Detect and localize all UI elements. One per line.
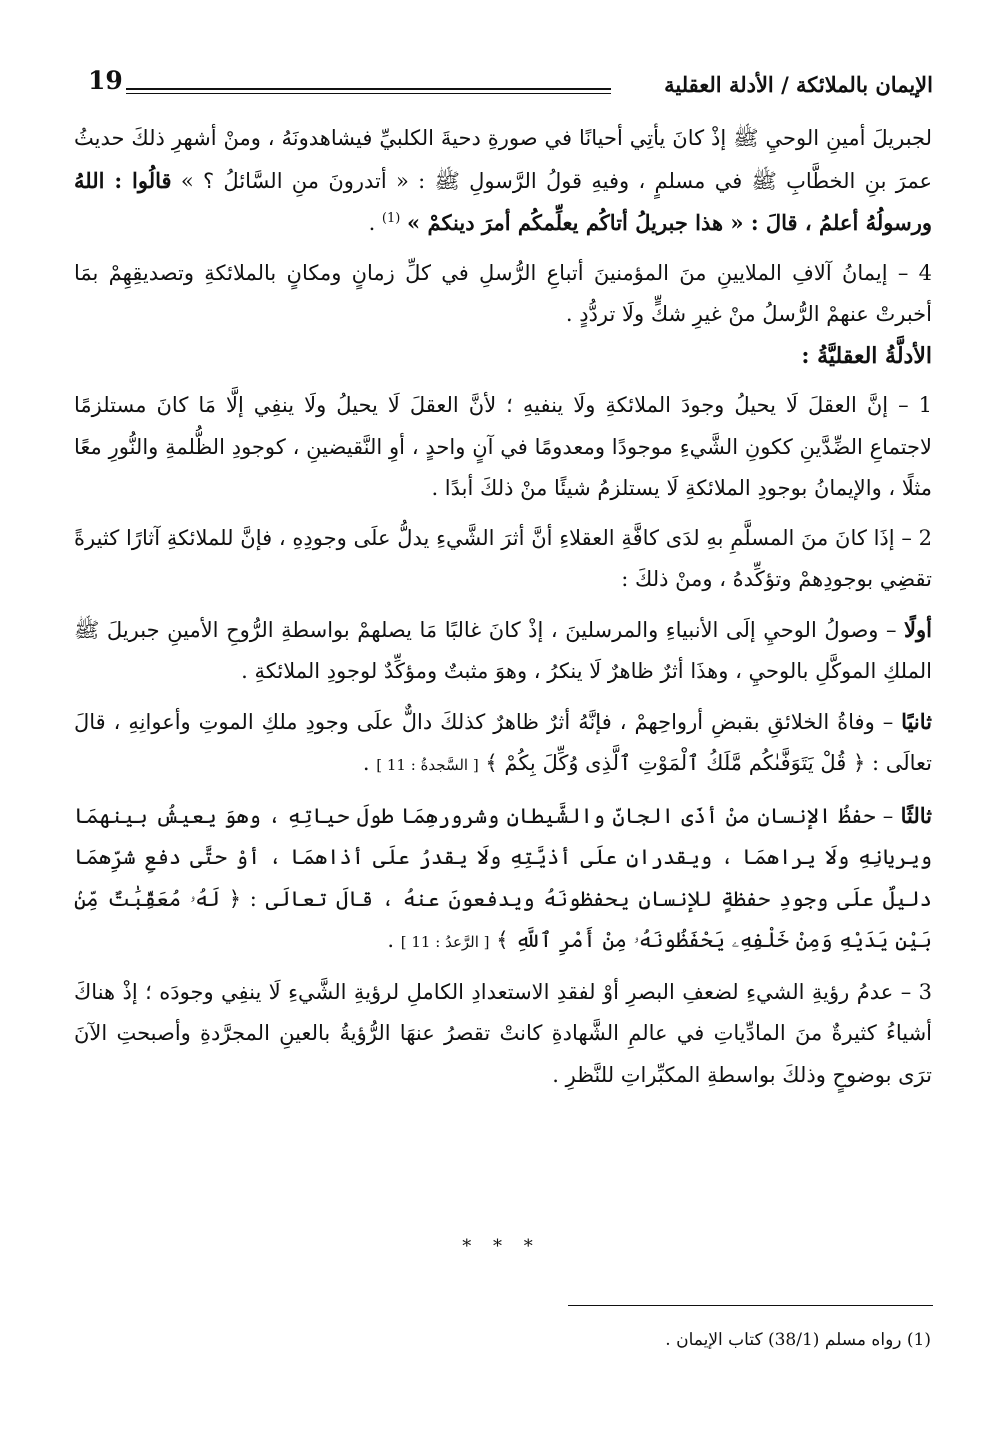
point-1: 1 – إنَّ العقلَ لَا يحيلُ وجودَ الملائكةِ ولَا ينفيهِ ؛ لأنَّ العقلَ لَا يحيلُ ولَا ينفِي إلَّا مَا كانَ مستلزمًا لاجتماعِ الضِّدَّينِ ككونِ الشَّيءِ موجودًا ومعدومًا في آنٍ واحدٍ ، أوِ النَّقيضينِ ، كوجودِ الظُّلمةِ والنُّورِ معًا مثلًا ، والإيمانُ بوجودِ الملائكةِ لَا يستلزمُ شيئًا منْ ذلكَ أبدًا . <box>74 393 932 500</box>
text-line: قالُوا : اللهُ ورسولُهُ أعلمُ ، قالَ : « هذا جبريلُ أتاكُم يعلِّمكُم أمرَ دينكمْ » <box>74 167 932 235</box>
footnote-rule <box>568 1305 933 1306</box>
text-end: . <box>368 211 382 235</box>
section-colon: : <box>801 342 818 369</box>
verse-reference: [ الرَّعدُ : 11 ] <box>400 933 490 951</box>
running-title: الإيمان بالملائكة / الأدلة العقلية <box>664 72 933 97</box>
item-label: أولًا <box>904 616 932 642</box>
item-text: – حفظُ الإنسانِ منْ أذَى الجانِّ والشَّيطانِ وشرورهِمَا طولَ حياتِهِ ، وهوَ يعيشُ بينهمَا ويريانِهِ ولَا يراهمَا ، ويقدرانِ علَى أذيَّتِهِ ولَا يقدرُ علَى أذاهمَا ، أوْ حتَّى دفعِ شرِّهمَا دليلٌ علَى وجودِ حفظةٍ للإنسانِ يحفظونَهُ ويدفعونَ عنهُ ، قالَ تعالَى : ﴿ لَهُۥ مُعَقِّبَٰتٌ مِّنۢ بَيْنِ يَدَيْهِ وَمِنْ خَلْفِهِۦ يَحْفَظُونَهُۥ مِنْ أَمْرِ ٱللَّهِ ﴾ <box>74 803 932 952</box>
point-2: 2 – إذَا كانَ منَ المسلَّمِ بهِ لدَى كافَّةِ العقلاءِ أنَّ أثرَ الشَّيءِ يدلُّ علَى وجودِهِ ، فإنَّ للملائكةِ آثارًا كثيرةً تقضِي بوجودِهمْ وتؤكِّدهُ ، ومنْ ذلكَ : <box>74 525 932 591</box>
section-heading <box>74 336 932 378</box>
section-title: الأدلَّةُ العقليَّةُ <box>817 342 932 369</box>
paragraph-continuation <box>74 118 932 245</box>
item-text: – وصولُ الوحيِ إلَى الأنبياءِ والمرسلينَ ، إذْ كانَ غالبًا مَا يصلهمْ بواسطةِ الرُّوحِ الأمينِ جبريلَ ﷺ الملكِ الموكَّلِ بالوحيِ ، وهذَا أثرٌ ظاهرٌ لَا ينكرُ ، وهوَ مثبتٌ ومؤكِّدٌ لوجودِ الملائكةِ . <box>74 617 932 683</box>
item-third <box>74 795 932 964</box>
text-end: . <box>387 928 401 952</box>
header-rule <box>126 88 611 90</box>
body-text <box>74 118 932 1096</box>
point-4: 4 – إيمانُ آلافِ الملايينِ منَ المؤمنينَ أتباعِ الرُّسلِ في كلِّ زمانٍ ومكانٍ بالملائكةِ وتصديقِهِمْ بمَا أخبرتْ عنهمْ الرُّسلُ منْ غيرِ شكٍّ ولَا تردُّدٍ . <box>74 260 932 326</box>
text-line: ذلكَ حديثُ عمرَ بنِ الخطَّابِ ﷺ في مسلمٍ ، وفيهِ قولُ الرَّسولِ ﷺ : « أتدرونَ منِ السَّائلُ ؟ » <box>74 126 932 193</box>
running-header <box>88 66 933 110</box>
section-separator: * * * <box>462 1236 541 1257</box>
footnote-marker: (1) <box>381 211 401 226</box>
point-3: 3 – عدمُ رؤيةِ الشيءِ لضعفِ البصرِ أوْ لفقدِ الاستعدادِ الكاملِ لرؤيةِ الشَّيءِ لَا ينفِي وجودَه ؛ إذْ هناكَ أشياءُ كثيرةٌ منَ المادِّياتِ في عالمِ الشَّهادةِ كانتْ تقصرُ عنهَا الرُّؤيةُ بالعينِ المجرَّدةِ وأصبحتِ الآنَ ترَى بوضوحٍ وذلكَ بواسطةِ المكبِّراتِ للنَّظرِ . <box>74 979 932 1087</box>
item-label: ثانيًا <box>901 708 932 734</box>
item-second <box>74 701 932 787</box>
item-label: ثالثًا <box>900 802 932 828</box>
item-text: – وفاةُ الخلائقِ بقبضِ أرواحِهمْ ، فإنَّهُ أثرٌ ظاهرٌ كذلكَ دالٌّ علَى وجودِ ملكِ الموتِ وأعوانِهِ ، قالَ تعالَى : ﴿ قُلْ يَتَوَفَّىٰكُم مَّلَكُ ٱلْمَوْتِ ٱلَّذِى وُكِّلَ بِكُمْ ﴾ <box>74 709 932 775</box>
verse-reference: [ السَّجدةُ : 11 ] <box>376 756 479 774</box>
text-line: لجبريلَ أمينِ الوحيِ ﷺ إذْ كانَ يأتِي أحيانًا في صورةِ دحيةَ الكلبيِّ فيشاهدونَهُ ، ومنْ أشهرِ <box>171 126 932 150</box>
header-rule-thin <box>126 93 611 94</box>
item-first <box>74 609 932 693</box>
page-number: 19 <box>88 66 123 95</box>
text-end: . <box>362 751 377 775</box>
footnote: (1) رواه مسلم (38/1) كتاب الإيمان . <box>665 1330 931 1350</box>
